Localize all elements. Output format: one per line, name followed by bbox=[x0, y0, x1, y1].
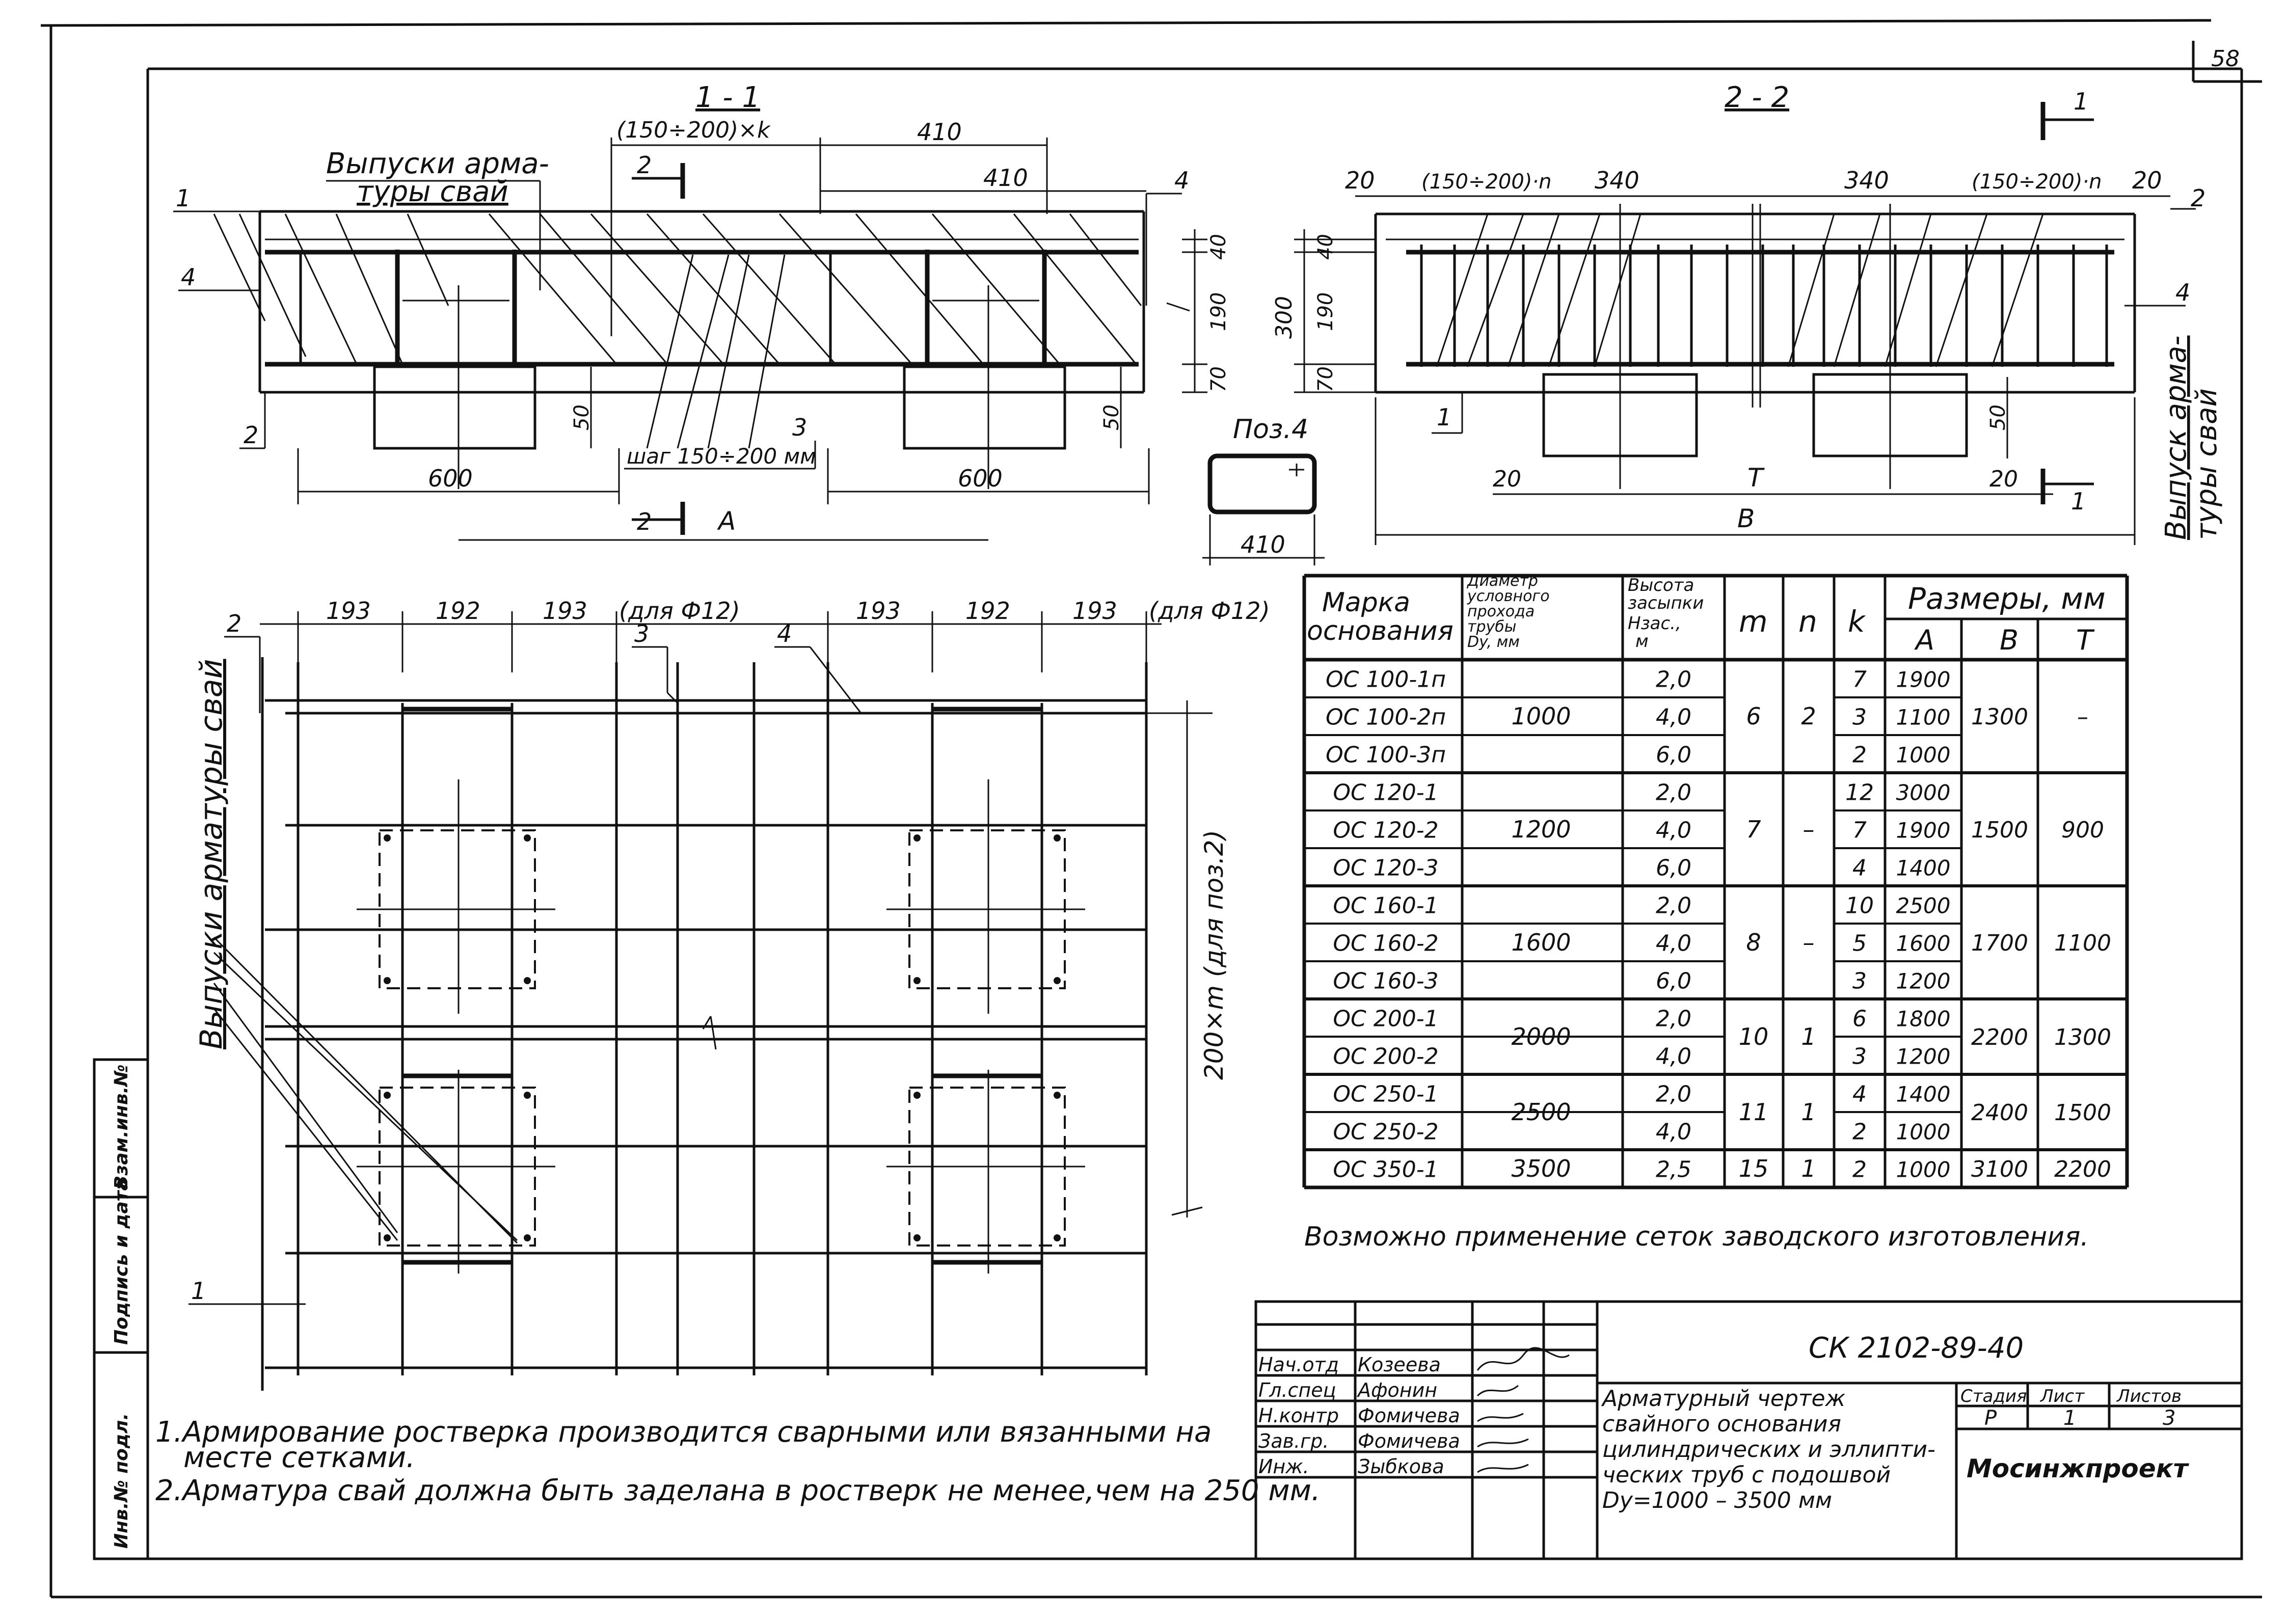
title-block bbox=[1256, 1302, 2242, 1559]
row-A-9: 1800 bbox=[1896, 1006, 1951, 1032]
group-B-4: 2400 bbox=[1971, 1100, 2028, 1126]
name-2: Фомичева bbox=[1358, 1404, 1460, 1427]
row-A-13: 1000 bbox=[1896, 1157, 1951, 1182]
group-m-1: 7 bbox=[1746, 816, 1761, 843]
section-1-1-dim-190: 190 bbox=[1207, 292, 1230, 331]
row-mark-3: ОС 120-1 bbox=[1333, 779, 1439, 806]
section-1-1-dim-50-right: 50 bbox=[1100, 404, 1123, 430]
row-A-0: 1900 bbox=[1896, 667, 1951, 692]
group-B-5: 3100 bbox=[1971, 1156, 2028, 1182]
group-diameter-0: 1000 bbox=[1511, 702, 1571, 730]
section-2-2-dim-70: 70 bbox=[1314, 366, 1337, 392]
section-2-2-side-label-2: туры свай bbox=[2190, 388, 2223, 540]
section-1-1-dim-70: 70 bbox=[1207, 366, 1230, 392]
stamp-signature-date: Подпись и дата bbox=[111, 1178, 132, 1345]
section-1-1 bbox=[173, 81, 1230, 540]
plan-note-left: (для Ф12) bbox=[619, 597, 740, 625]
section-1-1-pos4-right: 4 bbox=[1174, 167, 1190, 194]
group-T-2: 1100 bbox=[2054, 930, 2111, 956]
row-k-3: 12 bbox=[1845, 779, 1874, 806]
row-A-12: 1000 bbox=[1896, 1119, 1951, 1145]
header-T: T bbox=[2076, 624, 2093, 656]
row-height-9: 2,0 bbox=[1656, 1006, 1691, 1032]
section-2-2 bbox=[1271, 81, 2223, 545]
pos4-label: Поз.4 bbox=[1233, 414, 1309, 445]
name-3: Фомичева bbox=[1358, 1430, 1460, 1452]
section-1-1-pos2: 2 bbox=[244, 421, 259, 449]
row-A-5: 1400 bbox=[1896, 855, 1951, 881]
row-height-5: 6,0 bbox=[1656, 855, 1691, 881]
row-k-7: 5 bbox=[1852, 930, 1867, 957]
row-A-3: 3000 bbox=[1896, 780, 1951, 805]
plan-side-label: Выпуски арматуры свай bbox=[194, 659, 229, 1049]
general-notes bbox=[155, 1416, 1321, 1507]
section-1-1-pos2-cut: 2 bbox=[637, 151, 652, 179]
group-T-5: 2200 bbox=[2054, 1156, 2111, 1182]
row-A-7: 1600 bbox=[1896, 931, 1951, 956]
spec-table bbox=[1304, 572, 2127, 1187]
plan-horizontal-bars bbox=[265, 700, 1146, 1368]
plan-dims-right bbox=[828, 597, 1270, 672]
section-2-2-side-label: Выпуск арма- bbox=[2160, 335, 2193, 540]
group-B-2: 1700 bbox=[1971, 930, 2028, 956]
section-2-2-dim-20-right: 20 bbox=[2132, 167, 2162, 194]
title-code: СК 2102-89-40 bbox=[1809, 1332, 2024, 1365]
title-line-3: ческих труб с подошвой bbox=[1602, 1462, 1891, 1488]
note-2: 2.Арматура свай должна быть заделана в ростверк не менее,чем на 250 мм. bbox=[155, 1474, 1321, 1507]
role-0: Нач.отд bbox=[1258, 1354, 1339, 1376]
row-A-8: 1200 bbox=[1896, 968, 1951, 994]
row-mark-6: ОС 160-1 bbox=[1333, 892, 1439, 919]
note-1b: месте сетками. bbox=[183, 1441, 415, 1474]
header-k: k bbox=[1848, 604, 1865, 639]
section-1-1-callout: Выпуски арма- bbox=[326, 147, 549, 180]
row-height-11: 2,0 bbox=[1656, 1081, 1691, 1107]
section-1-1-step: шаг 150÷200 мм bbox=[627, 444, 816, 469]
sheet-header: Лист bbox=[2040, 1386, 2085, 1406]
header-mark bbox=[1307, 587, 1454, 646]
group-n-0: 2 bbox=[1801, 702, 1816, 730]
row-k-2: 2 bbox=[1852, 742, 1867, 768]
row-mark-9: ОС 200-1 bbox=[1333, 1006, 1439, 1032]
section-2-2-dim-40: 40 bbox=[1314, 234, 1337, 260]
plan-dim-left-2: 193 bbox=[543, 597, 587, 625]
group-n-2: – bbox=[1802, 929, 1815, 956]
margin-stamp bbox=[94, 1060, 148, 1559]
header-diameter-line-4: трубы bbox=[1467, 618, 1517, 636]
section-2-2-dim-20-left: 20 bbox=[1345, 167, 1375, 194]
header-height bbox=[1628, 575, 1709, 652]
header-diameter-line-1: Диаметр bbox=[1467, 572, 1538, 590]
title-line-4: Dy=1000 – 3500 мм bbox=[1602, 1487, 1833, 1513]
sheet-value: 1 bbox=[2063, 1406, 2077, 1430]
row-mark-12: ОС 250-2 bbox=[1333, 1119, 1439, 1145]
section-1-1-dim-40: 40 bbox=[1207, 234, 1230, 260]
sheets-value: 3 bbox=[2163, 1406, 2176, 1430]
title-line-2: цилиндрических и эллипти- bbox=[1602, 1437, 1935, 1463]
page-number: 58 bbox=[2211, 46, 2240, 72]
header-mark-line-2: основания bbox=[1307, 616, 1454, 646]
plan-view bbox=[189, 597, 1270, 1391]
plan-dim-right-0: 193 bbox=[856, 597, 901, 625]
section-2-2-dim-T: T bbox=[1747, 463, 1763, 493]
stage-header: Стадия bbox=[1960, 1386, 2027, 1406]
header-mark-line-1: Марка bbox=[1322, 587, 1411, 618]
section-1-1-pos2-cut-bottom: 2 bbox=[637, 508, 652, 535]
header-diameter-line-3: прохода bbox=[1467, 603, 1535, 620]
sheets-header: Листов bbox=[2117, 1386, 2182, 1406]
row-k-6: 10 bbox=[1845, 892, 1874, 919]
plan-note-right: (для Ф12) bbox=[1149, 597, 1270, 625]
section-2-2-pitch-right: (150÷200)·n bbox=[1972, 170, 2102, 194]
row-k-4: 7 bbox=[1852, 817, 1867, 844]
group-m-2: 8 bbox=[1746, 929, 1761, 956]
section-1-1-dim-600-right: 600 bbox=[958, 465, 1003, 492]
org-name: Мосинжпроект bbox=[1967, 1454, 2188, 1483]
group-B-3: 2200 bbox=[1971, 1024, 2028, 1050]
group-diameter-2: 1600 bbox=[1511, 929, 1571, 956]
row-k-10: 3 bbox=[1852, 1043, 1867, 1070]
section-1-1-pos3: 3 bbox=[792, 414, 808, 441]
section-2-2-pos1-cut: 1 bbox=[2074, 88, 2089, 115]
row-k-13: 2 bbox=[1852, 1156, 1867, 1183]
row-height-0: 2,0 bbox=[1656, 666, 1691, 693]
row-height-10: 4,0 bbox=[1656, 1043, 1691, 1070]
group-diameter-5: 3500 bbox=[1511, 1155, 1571, 1182]
group-diameter-1: 1200 bbox=[1511, 816, 1571, 843]
header-diameter bbox=[1466, 572, 1554, 651]
section-1-1-dim-50-left: 50 bbox=[570, 404, 594, 430]
row-height-7: 4,0 bbox=[1656, 930, 1691, 957]
group-T-4: 1500 bbox=[2054, 1100, 2111, 1126]
row-mark-11: ОС 250-1 bbox=[1333, 1081, 1439, 1107]
section-2-2-dim-340-left: 340 bbox=[1595, 167, 1639, 194]
section-2-2-dim-20-bottom-left: 20 bbox=[1493, 466, 1521, 492]
section-1-1-pitch: (150÷200)×k bbox=[616, 117, 770, 143]
row-A-6: 2500 bbox=[1896, 893, 1951, 918]
group-diameter-3: 2000 bbox=[1511, 1023, 1571, 1050]
section-2-2-dim-B: B bbox=[1737, 504, 1755, 533]
row-height-4: 4,0 bbox=[1656, 817, 1691, 844]
header-A: A bbox=[1916, 624, 1934, 656]
section-2-2-pos2: 2 bbox=[2191, 184, 2206, 212]
section-1-1-dim-A: A bbox=[718, 506, 736, 536]
plan-height-label: 200×m (для поз.2) bbox=[1199, 829, 1229, 1080]
section-1-1-diagonal-bars bbox=[214, 214, 1141, 448]
pos4-dim: 410 bbox=[1241, 531, 1285, 558]
section-2-2-pos4: 4 bbox=[2175, 279, 2191, 306]
pos4-detail bbox=[1202, 414, 1325, 565]
section-2-2-bars bbox=[1421, 214, 2107, 367]
group-diameter-4: 2500 bbox=[1511, 1098, 1571, 1126]
section-2-2-pos1-cut-bottom: 1 bbox=[2071, 488, 2086, 515]
row-height-8: 6,0 bbox=[1656, 968, 1691, 994]
section-1-1-callout-2: туры свай bbox=[357, 175, 508, 208]
row-k-1: 3 bbox=[1852, 704, 1867, 730]
group-B-1: 1500 bbox=[1971, 817, 2028, 843]
row-k-12: 2 bbox=[1852, 1119, 1867, 1145]
section-1-1-dim-600-left: 600 bbox=[428, 465, 473, 492]
name-0: Козеева bbox=[1358, 1354, 1441, 1376]
row-k-11: 4 bbox=[1852, 1081, 1867, 1107]
plan-pos2: 2 bbox=[227, 610, 242, 637]
row-mark-7: ОС 160-2 bbox=[1333, 930, 1439, 957]
group-m-3: 10 bbox=[1738, 1023, 1769, 1050]
group-T-3: 1300 bbox=[2054, 1024, 2111, 1050]
role-4: Инж. bbox=[1258, 1455, 1309, 1478]
plan-pos4: 4 bbox=[777, 620, 792, 647]
row-height-6: 2,0 bbox=[1656, 892, 1691, 919]
header-diameter-line-2: условного bbox=[1467, 587, 1550, 605]
plan-dim-left-1: 192 bbox=[436, 597, 480, 625]
row-mark-4: ОС 120-2 bbox=[1333, 817, 1439, 844]
title-line-0: Арматурный чертеж bbox=[1602, 1386, 1846, 1412]
section-2-2-title: 2 - 2 bbox=[1725, 81, 1790, 114]
section-1-1-dim-410: 410 bbox=[983, 164, 1028, 192]
row-height-2: 6,0 bbox=[1656, 742, 1691, 768]
section-2-2-pos1: 1 bbox=[1437, 403, 1452, 431]
section-2-2-dim-300: 300 bbox=[1271, 296, 1297, 339]
role-1: Гл.спец bbox=[1258, 1379, 1336, 1401]
row-mark-0: ОС 100-1п bbox=[1326, 666, 1446, 693]
row-mark-10: ОС 200-2 bbox=[1333, 1043, 1439, 1070]
plan-thick-bars bbox=[402, 709, 1042, 1262]
name-1: Афонин bbox=[1358, 1379, 1438, 1401]
row-height-12: 4,0 bbox=[1656, 1119, 1691, 1145]
group-T-1: 900 bbox=[2061, 817, 2104, 843]
row-height-1: 4,0 bbox=[1656, 704, 1691, 730]
section-2-2-dim-340-right: 340 bbox=[1844, 167, 1889, 194]
header-height-line-3: Hзас., bbox=[1628, 613, 1681, 634]
row-mark-1: ОС 100-2п bbox=[1326, 704, 1446, 730]
signatures bbox=[1477, 1348, 1569, 1472]
row-k-0: 7 bbox=[1852, 666, 1867, 693]
header-height-line-2: засыпки bbox=[1628, 593, 1704, 613]
group-n-4: 1 bbox=[1801, 1098, 1816, 1126]
plan-vertical-bars bbox=[262, 657, 1146, 1391]
title-line-1: свайного основания bbox=[1602, 1411, 1841, 1437]
header-sizes: Размеры, мм bbox=[1908, 581, 2106, 616]
note-1: 1.Армирование ростверка производится сварными или вязанными на bbox=[155, 1416, 1212, 1449]
plan-dim-left-0: 193 bbox=[326, 597, 371, 625]
section-2-2-pitch-left: (150÷200)·n bbox=[1421, 170, 1552, 194]
group-n-5: 1 bbox=[1801, 1155, 1816, 1182]
row-A-1: 1100 bbox=[1896, 705, 1951, 730]
row-A-2: 1000 bbox=[1896, 742, 1951, 768]
table-header bbox=[1307, 572, 2106, 656]
section-2-2-dim-50: 50 bbox=[1986, 404, 2010, 430]
section-1-1-pos4: 4 bbox=[181, 263, 196, 291]
plan-dim-right-2: 193 bbox=[1072, 597, 1117, 625]
role-3: Зав.гр. bbox=[1258, 1430, 1329, 1452]
section-2-2-dim-20-bottom-right: 20 bbox=[1989, 466, 2018, 492]
plan-pos3: 3 bbox=[634, 620, 650, 647]
row-A-10: 1200 bbox=[1896, 1044, 1951, 1069]
stage-value: Р bbox=[1984, 1406, 1997, 1430]
group-m-4: 11 bbox=[1738, 1098, 1769, 1126]
row-k-5: 4 bbox=[1852, 855, 1867, 881]
row-height-3: 2,0 bbox=[1656, 779, 1691, 806]
row-mark-13: ОС 350-1 bbox=[1333, 1156, 1439, 1183]
header-n: n bbox=[1798, 604, 1817, 639]
plan-dim-right-1: 192 bbox=[965, 597, 1010, 625]
row-height-13: 2,5 bbox=[1656, 1156, 1691, 1183]
section-1-1-dim-410-top: 410 bbox=[917, 118, 962, 146]
name-4: Зыбкова bbox=[1358, 1455, 1444, 1478]
section-1-1-pos1: 1 bbox=[176, 184, 191, 212]
header-B: B bbox=[2000, 624, 2019, 656]
row-mark-8: ОС 160-3 bbox=[1333, 968, 1439, 994]
plan-pos1: 1 bbox=[191, 1277, 206, 1305]
group-n-1: – bbox=[1802, 816, 1815, 843]
row-k-8: 3 bbox=[1852, 968, 1867, 994]
table-note: Возможно применение сеток заводского изготовления. bbox=[1304, 1222, 2089, 1252]
row-mark-5: ОС 120-3 bbox=[1333, 855, 1439, 881]
role-2: Н.контр bbox=[1258, 1404, 1339, 1427]
header-height-line-1: Высота bbox=[1628, 575, 1694, 596]
row-A-11: 1400 bbox=[1896, 1081, 1951, 1107]
header-diameter-line-5: Dy, мм bbox=[1467, 633, 1520, 651]
section-2-2-dim-190: 190 bbox=[1314, 292, 1337, 331]
row-k-9: 6 bbox=[1852, 1006, 1867, 1032]
header-m: m bbox=[1739, 604, 1768, 639]
group-m-0: 6 bbox=[1746, 702, 1761, 730]
group-m-5: 15 bbox=[1738, 1155, 1769, 1182]
row-A-4: 1900 bbox=[1896, 818, 1951, 843]
section-1-1-title: 1 - 1 bbox=[695, 81, 761, 114]
group-T-0: – bbox=[2077, 704, 2088, 730]
group-B-0: 1300 bbox=[1971, 704, 2028, 730]
plan-dims-left bbox=[298, 597, 740, 672]
header-height-line-4: м bbox=[1635, 631, 1649, 652]
stamp-inv-no: Инв.№ подл. bbox=[111, 1413, 132, 1549]
stamp-replace-inv: Взам.инв.№ bbox=[111, 1064, 132, 1189]
group-n-3: 1 bbox=[1801, 1023, 1816, 1050]
row-mark-2: ОС 100-3п bbox=[1326, 742, 1446, 768]
